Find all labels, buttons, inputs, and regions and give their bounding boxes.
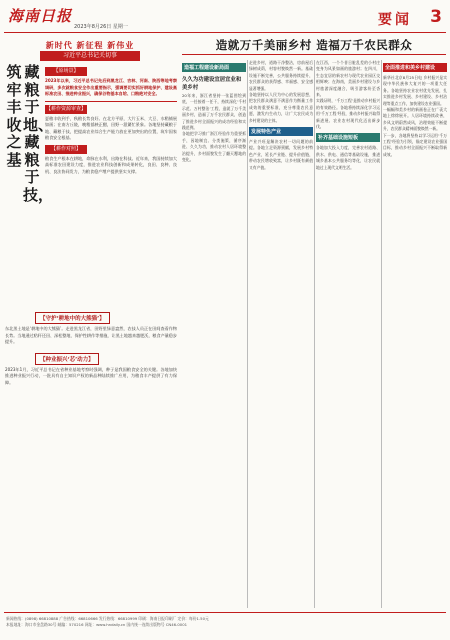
paragraph: 夏粮丰收到手，秋粮长势良好。在北方平原，大片玉米、大豆、水稻铺展如画；在南方丘陵，晚稻插秧正酣，田野一派繁忙景象。各地坚持藏粮于地、藏粮于技，把提高农业综合生产能力放在更加突出的位置，筑牢国家粮食安全根基。 [45,115,177,140]
article-column-3 [316,60,380,171]
article-column-2 [249,60,313,171]
masthead [4,3,446,33]
lead-headline-col1: 藏粮于地、藏粮于技， [23,63,54,204]
paragraph: 在江西，一个个昔日脏乱差的小村庄变身为风景如画的旅游村；在四川，生态宜居的新农村与现代农业园区交相辉映；在海南，美丽乡村建设与乡村旅游深度融合，吸引游客纷至沓来。 [316,60,380,98]
paragraph: 各地加大投入力度，完善农村道路、供水、供电、通信等基础设施，推进城乡基本公共服务均等化，让农民就地过上现代文明生活。 [316,145,380,170]
page-number: 3 [430,7,442,27]
column-heading: 发展特色产业 [249,127,313,136]
paragraph: 产业兴旺是解决农村一切问题的前提。各地立足资源禀赋，发展乡村特色产业，延长产业链、提升价值链，带动农民增收致富，让乡村既有颜值又有产值。 [249,139,313,170]
lead-headline-col2: 筑牢丰收之基 [6,63,22,169]
column-heading: 造福工程建设新局面 [182,63,246,72]
column-rule [314,60,315,608]
article-column-4 [383,60,447,158]
newspaper-logo: 海南日报 [8,7,73,25]
right-headline: 造就万千美丽乡村 造福万千农民群众 [215,38,413,52]
lead-paragraph: 2023年以来，习近平总书记先后到黑龙江、吉林、河南、陕西等地考察调研，多次就粮食安全作出重要指示，强调要切实抓好耕地保护、建设高标准农田、推进种业振兴，确保谷物基本自给、口粮绝对安全。 [45,78,177,96]
paragraph: 各地把学习推广浙江经验作为重要抓手，因地制宜、分类施策，循序渐进、久久为功，推动农村人居环境整治提升，乡村面貌发生了翻天覆地的变化。 [182,131,246,163]
paragraph: 实践证明，‘千万工程’是推动乡村振兴的有效路径。各地将持续深化学习运用‘千万工程’经验，推动乡村振兴取得新进展、农业农村现代化迈出新步伐。 [316,98,380,130]
divider [45,101,177,102]
footer-line: 新闻热线：(0898) 66810888 广告热线：66810666 发行热线：66810999 印刷：海南日报印刷厂 定价：每份1.50元 [6,616,209,621]
column-rule [247,60,248,608]
lead-kicker: 新时代 新征程 新伟业 [45,41,135,50]
paragraph: 各地坚持以人民为中心的发展思想，把农民群众满意不满意作为衡量工作成效的重要标准，充分尊重农民意愿，激发内生动力，让广大农民成为乡村建设的主体。 [249,92,313,123]
page-footer [6,616,444,628]
column-heading: 补齐基础设施短板 [316,133,380,142]
section-label: 【原场景】 [45,67,87,76]
paragraph: 2023年1月，习近平总书记在省种业基地考察时强调，种子是我国粮食安全的关键。各地加快推进种业振兴行动，一批具有自主知识产权的新品种陆续推广应用，为粮食丰产提供了有力保障。 [5,366,177,385]
lead-article-bottom [5,305,177,386]
paragraph: 粮食生产根本在耕地，命脉在水利，出路在科技。近年来，我国持续加大高标准农田建设力度，推进农业科技创新和成果转化，良田、良种、良机、良法协同发力，为粮食稳产增产提供坚实支撑。 [45,155,177,174]
column-heading: 全面推进和美乡村建设 [383,63,447,72]
section-label: 【耕作对照】 [45,145,87,154]
section-label: 【耕作资源审查】 [45,105,86,112]
lead-headline [5,63,54,300]
section-title: 要闻 [378,12,412,28]
paragraph: 走进乡村，道路干净整洁，房前屋后绿树成荫，村容村貌焕然一新。基础设施不断完善，公共服务持续提升，农民群众的获得感、幸福感、安全感显著增强。 [249,60,313,91]
article-column-1 [182,60,246,163]
subheading: 【种业振兴‘芯’动力】 [35,353,99,365]
paragraph: 一幅幅和美乡村的新画卷正在广袤大地上徐徐展开。人居环境持续改善，乡风文明蔚然成风，治理效能不断提升，农民群众精神面貌焕然一新。 [383,107,447,132]
subheading: 【守护‘耕地中的大熊猫’】 [35,312,110,324]
lead-article-top [45,64,177,175]
footer-rule [4,612,446,613]
paragraph: 东北黑土地是‘耕地中的大熊猫’。走进黑龙江省，田野里绿意盎然，农技人员正在田间查看作物长势。当地通过秸秆还田、深松整地、保护性耕作等措施，让黑土地越来越肥沃，粮食产量稳步提升。 [5,326,177,344]
column-rule [381,60,382,608]
issue-date: 2023年8月26日 星期一 [74,24,128,30]
footer-line: 本报地址：海口市金盘路30号 邮编：570216 网址：www.hndaily.cn 国内统一连续出版物号 CN46-0001 [6,622,188,627]
headline-rule [182,54,446,55]
paragraph: 新华社北京8月25日电 乡村振兴是实现中华民族伟大复兴的一项重大任务。各地坚持农业农村优先发展，扎实推进乡村发展、乡村建设、乡村治理等重点工作，加快建设农业强国。 [383,75,447,106]
paragraph: 20年来，浙江省坚持一张蓝图绘到底，一任接着一任干，持续深化‘千村示范、万村整治’工程，造就了万千美丽乡村，造福了万千农民群众，创造了推进乡村全面振兴的成功经验和实践范例。 [182,93,246,131]
column-title: 久久为功建设宜居宜业和美乡村 [182,77,242,91]
lead-kicker-banner: 习近平总书记关切事 [40,51,140,61]
paragraph: 下一步，各地将坚持以学习运用‘千万工程’经验为引领，锚定建设农业强国目标，推动乡村全面振兴不断取得新成效。 [383,132,447,157]
